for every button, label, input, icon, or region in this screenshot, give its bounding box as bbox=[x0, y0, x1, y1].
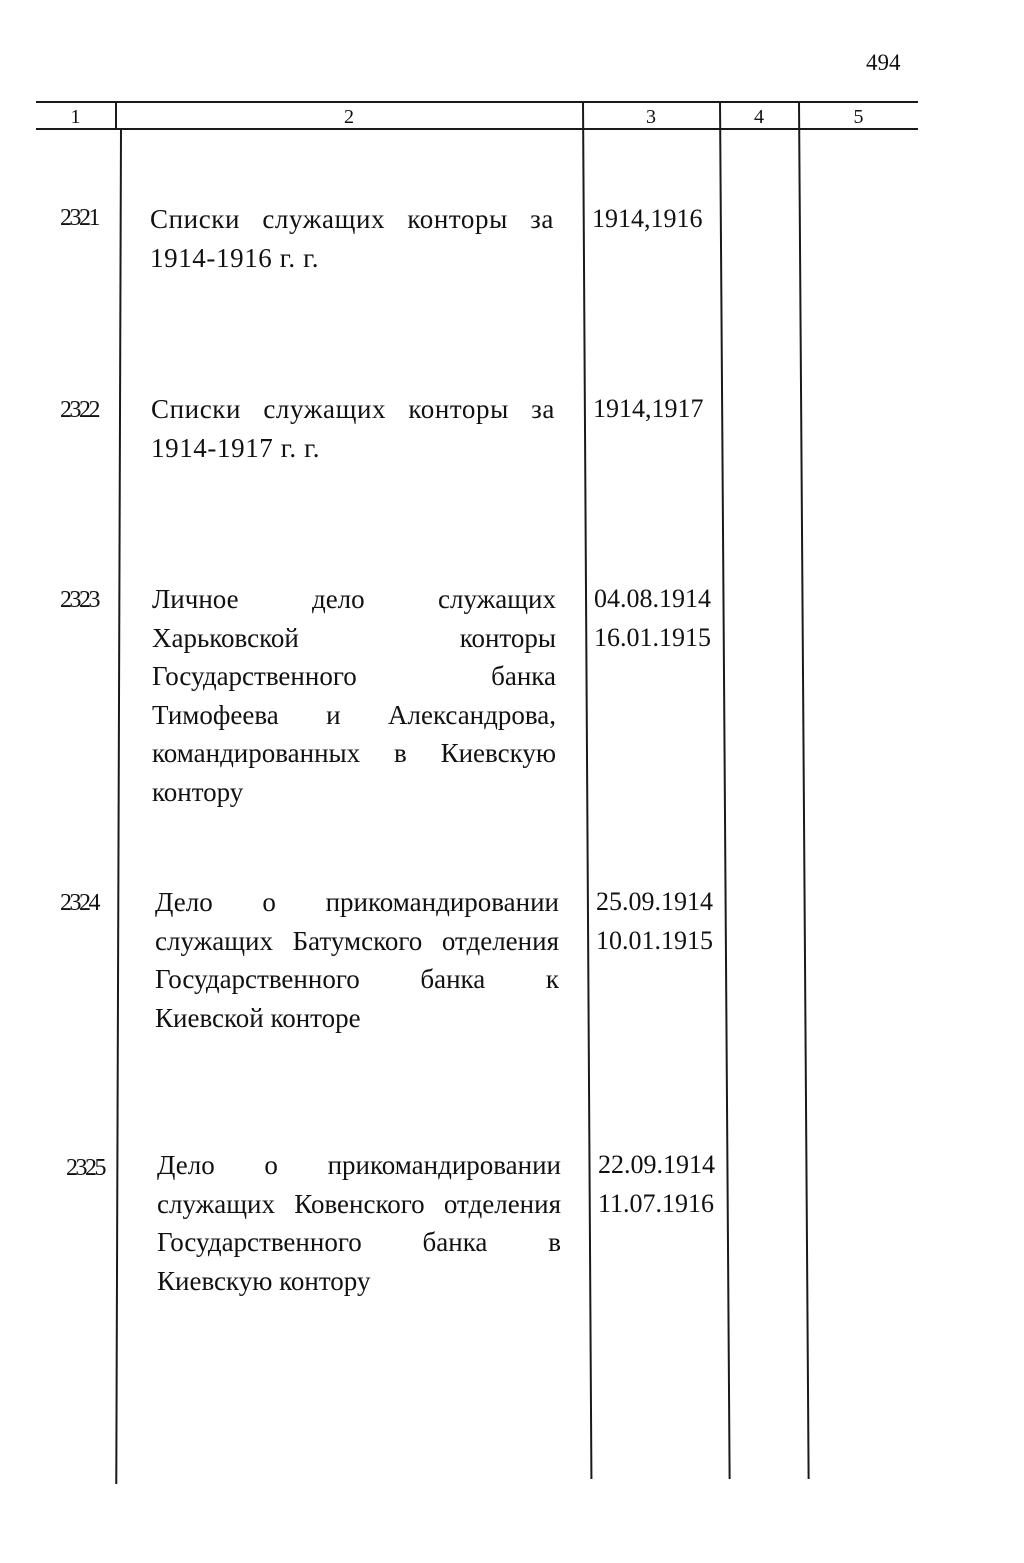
row-title: Личное дело служащих Харьковской конторы Государственного банка Тимофеева и Александрова, командированных в Киевскую контору bbox=[152, 584, 556, 807]
column-header-3: 3 bbox=[646, 106, 656, 128]
row-number: 2323 bbox=[60, 587, 98, 613]
row-dates bbox=[593, 390, 704, 429]
row-date: 10.01.1915 bbox=[596, 925, 713, 955]
row-date: 1914,1917 bbox=[593, 394, 704, 423]
row-date: 16.01.1915 bbox=[594, 622, 711, 652]
row-date: 1914,1916 bbox=[592, 204, 703, 233]
row-title: Списки служащих конторы за 1914-1917 г. г. bbox=[151, 394, 555, 463]
row-number: 2325 bbox=[66, 1155, 104, 1181]
column-header-1: 1 bbox=[70, 106, 81, 128]
row-dates bbox=[594, 580, 711, 657]
column-divider-2 bbox=[582, 101, 592, 1479]
row-dates bbox=[596, 883, 713, 960]
column-divider-3 bbox=[719, 101, 730, 1479]
row-date: 04.08.1914 bbox=[594, 584, 711, 613]
column-header-5: 5 bbox=[853, 106, 864, 128]
row-number: 2324 bbox=[60, 890, 98, 916]
row-title: Дело о прикомандировании служащих Ковенского отделения Государственного банка в Киевскую контору bbox=[157, 1150, 561, 1296]
column-header-2: 2 bbox=[344, 106, 354, 128]
row-date: 25.09.1914 bbox=[596, 887, 713, 916]
row-title: Списки служащих конторы за 1914-1916 г. г. bbox=[150, 204, 554, 273]
row-dates bbox=[592, 200, 703, 239]
column-divider-1-body bbox=[115, 128, 121, 1484]
row-number: 2321 bbox=[60, 205, 98, 231]
row-title: Дело о прикомандировании служащих Батумского отделения Государственного банка к Киевской конторе bbox=[155, 887, 559, 1033]
row-date: 11.07.1916 bbox=[598, 1188, 715, 1218]
column-header-4: 4 bbox=[754, 106, 764, 128]
row-number: 2322 bbox=[60, 397, 98, 423]
row-date: 22.09.1914 bbox=[598, 1150, 715, 1179]
column-divider-4 bbox=[798, 101, 809, 1479]
row-dates bbox=[598, 1146, 715, 1223]
header-top-rule bbox=[36, 101, 918, 103]
page-number: 494 bbox=[866, 50, 901, 75]
